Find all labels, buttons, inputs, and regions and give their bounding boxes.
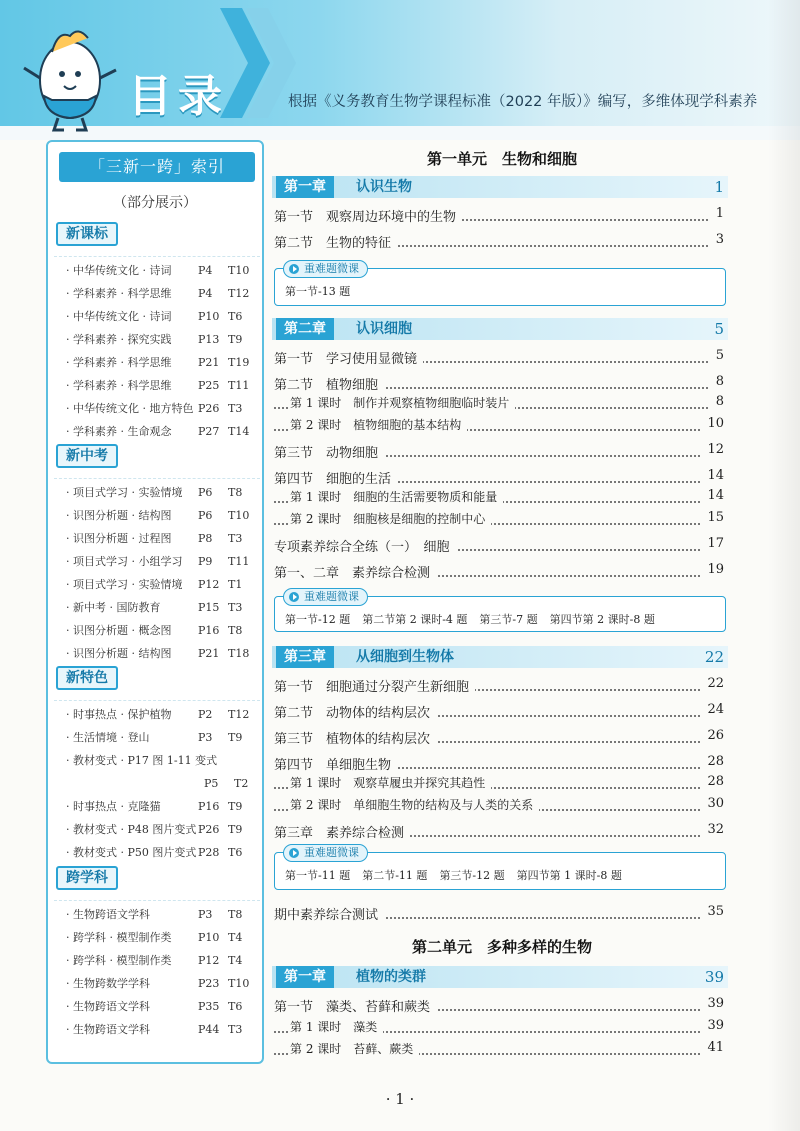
index-question: T8: [228, 486, 243, 499]
toc-row-page: 10: [701, 416, 724, 431]
toc-row-label: 第 1 课时 制作并观察植物细胞临时装片: [290, 394, 515, 411]
chapter-name: 认识细胞: [356, 321, 412, 337]
section-list: [54, 900, 260, 1041]
index-page: P13: [198, 333, 220, 346]
index-topic: · 项目式学习 · 实验情境: [66, 486, 183, 499]
section-tag: 新课标: [56, 222, 118, 246]
index-item: [54, 949, 260, 972]
toc-row-page: 24: [701, 702, 724, 717]
index-question: T10: [228, 977, 250, 990]
index-topic: · 生物跨语文学科: [66, 1000, 150, 1013]
index-page: P15: [198, 601, 220, 614]
index-question: T6: [228, 1000, 243, 1013]
weike-box-3: [274, 846, 726, 890]
index-question: T8: [228, 908, 243, 921]
page-number: · 1 ·: [385, 1090, 415, 1108]
weike-item[interactable]: 第二节第 2 课时-4 题: [362, 613, 468, 626]
weike-items: [285, 283, 362, 299]
index-topic: · 识图分析题 · 结构图: [66, 647, 172, 660]
toc-row-page: 3: [710, 232, 724, 247]
toc-row[interactable]: [272, 774, 728, 794]
index-page: P21: [198, 647, 220, 660]
index-item: [54, 619, 260, 642]
index-item: [54, 772, 260, 795]
index-topic: · 教材变式 · P48 图片变式: [66, 823, 197, 836]
sidebar-section-xinkebiao: [54, 222, 260, 443]
weike-item[interactable]: 第四节第 1 课时-8 题: [516, 869, 622, 882]
chapter-label: 第一章: [276, 176, 334, 198]
index-item: [54, 926, 260, 949]
index-item: [54, 703, 260, 726]
toc-row-page: 19: [701, 562, 724, 577]
weike-item[interactable]: 第一节-12 题: [285, 613, 351, 626]
toc-row[interactable]: [272, 702, 728, 722]
index-page: P28: [198, 846, 220, 859]
index-page: P2: [198, 708, 213, 721]
chapter-page: 5: [714, 320, 724, 338]
chapter-1-bar[interactable]: [272, 176, 728, 198]
index-topic: · 教材变式 · P17 图 1-11 变式: [66, 754, 218, 767]
index-page: P4: [198, 287, 213, 300]
index-item: [54, 259, 260, 282]
index-item: [54, 818, 260, 841]
toc-row-page: 39: [701, 996, 724, 1011]
index-topic: · 学科素养 · 生命观念: [66, 425, 172, 438]
index-item: [54, 481, 260, 504]
index-page: P27: [198, 425, 220, 438]
index-question: T2: [234, 777, 249, 790]
toc-row-page: 15: [701, 510, 724, 525]
toc-row[interactable]: [272, 796, 728, 816]
toc-row-page: 41: [701, 1040, 724, 1055]
weike-item[interactable]: 第一节-11 题: [285, 869, 351, 882]
toc-row[interactable]: [272, 996, 728, 1016]
index-page: P5: [204, 777, 219, 790]
weike-items: [285, 611, 667, 627]
play-icon: 重难题微课: [283, 588, 368, 606]
index-item: [54, 841, 260, 864]
index-topic: · 学科素养 · 科学思维: [66, 379, 172, 392]
index-topic: · 学科素养 · 科学思维: [66, 356, 172, 369]
index-topic: · 识图分析题 · 过程图: [66, 532, 172, 545]
chapter-label: 第三章: [276, 646, 334, 668]
toc-row[interactable]: [272, 232, 728, 252]
index-question: T4: [228, 954, 243, 967]
index-topic: · 教材变式 · P50 图片变式: [66, 846, 197, 859]
index-question: T12: [228, 287, 250, 300]
toc-row-label: 第二节 生物的特征: [274, 232, 397, 251]
chapter-name: 植物的类群: [356, 969, 426, 985]
toc-row[interactable]: [272, 1018, 728, 1038]
toc-row-label: 第 2 课时 苔藓、蕨类: [290, 1040, 419, 1057]
index-page: P3: [198, 731, 213, 744]
chapter-3-bar[interactable]: [272, 646, 728, 668]
index-topic: · 中华传统文化 · 诗词: [66, 310, 172, 323]
weike-box-1: [274, 262, 726, 306]
toc-row-page: 14: [701, 488, 724, 503]
toc-row-midterm[interactable]: 期中素养综合测试 35: [274, 904, 724, 923]
sidebar-section-kuaxueke: [54, 866, 260, 1041]
toc-row[interactable]: [272, 822, 728, 842]
index-item: [54, 795, 260, 818]
index-item: [54, 995, 260, 1018]
index-topic: · 项目式学习 · 实验情境: [66, 578, 183, 591]
index-page: P26: [198, 402, 220, 415]
index-page: P25: [198, 379, 220, 392]
index-topic: · 生物跨语文学科: [66, 908, 150, 921]
index-page: P16: [198, 800, 220, 813]
index-page: P44: [198, 1023, 220, 1036]
index-page: P8: [198, 532, 213, 545]
index-item: [54, 749, 260, 772]
index-page: P26: [198, 823, 220, 836]
index-question: T6: [228, 846, 243, 859]
toc-row-label: 第一节 学习使用显微镜: [274, 348, 423, 367]
index-item: [54, 1018, 260, 1041]
index-page: P10: [198, 931, 220, 944]
toc-row-page: 14: [701, 468, 724, 483]
index-page: P3: [198, 908, 213, 921]
index-question: T11: [228, 379, 250, 392]
index-question: T11: [228, 555, 250, 568]
toc-row-page: 1: [710, 206, 724, 221]
egg-mascot-icon: [18, 22, 122, 134]
unit-2-title: 第二单元 多种多样的生物: [411, 938, 592, 956]
toc-row-label: 第一节 藻类、苔藓和蕨类: [274, 996, 436, 1015]
chapter-name: 认识生物: [356, 179, 412, 195]
toc-row-label: 第二节 动物体的结构层次: [274, 702, 436, 721]
index-question: T3: [228, 601, 243, 614]
index-question: T12: [228, 708, 250, 721]
toc-row-label: 第一节 观察周边环境中的生物: [274, 206, 462, 225]
toc-row-label: 第 1 课时 藻类: [290, 1018, 383, 1035]
toc-row-label: 第 2 课时 细胞核是细胞的控制中心: [290, 510, 491, 527]
toc-row-page: 8: [710, 394, 724, 409]
weike-box-2: [274, 590, 726, 632]
index-item: [54, 550, 260, 573]
index-question: T14: [228, 425, 250, 438]
index-item: [54, 527, 260, 550]
index-question: T9: [228, 800, 243, 813]
toc-row-label: 第四节 细胞的生活: [274, 468, 397, 487]
index-topic: · 识图分析题 · 概念图: [66, 624, 172, 637]
sidebar-section-xintese: [54, 666, 260, 864]
toc-row-page: 32: [701, 822, 724, 837]
weike-item[interactable]: 第四节第 2 课时-8 题: [549, 613, 655, 626]
index-topic: · 时事热点 · 克隆猫: [66, 800, 161, 813]
index-topic: · 学科素养 · 科学思维: [66, 287, 172, 300]
toc-row-label: 第三章 素养综合检测: [274, 822, 410, 841]
toc-row-page: 28: [701, 774, 724, 789]
index-sidebar: [46, 140, 264, 1064]
index-question: T3: [228, 532, 243, 545]
index-page: P35: [198, 1000, 220, 1013]
toc-row[interactable]: [272, 728, 728, 748]
index-question: T9: [228, 823, 243, 836]
toc-row-label: 第 1 课时 细胞的生活需要物质和能量: [290, 488, 503, 505]
toc-row[interactable]: [272, 442, 728, 462]
toc-row-page: 5: [710, 348, 724, 363]
toc-row[interactable]: [272, 206, 728, 226]
toc-row[interactable]: [272, 562, 728, 582]
index-item: [54, 726, 260, 749]
toc-row[interactable]: [272, 1040, 728, 1060]
index-item: [54, 642, 260, 665]
index-page: P21: [198, 356, 220, 369]
index-item: [54, 328, 260, 351]
index-item: [54, 903, 260, 926]
index-item: [54, 573, 260, 596]
unit2-chapter-1-bar[interactable]: [272, 966, 728, 988]
toc-row[interactable]: [272, 488, 728, 508]
index-question: T10: [228, 509, 250, 522]
index-topic: · 项目式学习 · 小组学习: [66, 555, 183, 568]
chapter-page: 22: [704, 648, 724, 666]
section-tag: 跨学科: [56, 866, 118, 890]
toc-row[interactable]: [272, 374, 728, 394]
index-topic: · 新中考 · 国防教育: [66, 601, 161, 614]
index-question: T10: [228, 264, 250, 277]
index-item: [54, 972, 260, 995]
index-topic: · 中华传统文化 · 诗词: [66, 264, 172, 277]
toc-row-label: 专项素养综合全练（一） 细胞: [274, 536, 456, 555]
chapter-label: 第一章: [276, 966, 334, 988]
index-page: P12: [198, 954, 220, 967]
toc-row-label: 第 2 课时 植物细胞的基本结构: [290, 416, 467, 433]
page-subtitle: 根据《义务教育生物学课程标准（2022 年版）》编写，多维体现学科素养: [288, 94, 758, 110]
index-item: [54, 596, 260, 619]
section-tag: 新中考: [56, 444, 118, 468]
section-list: [54, 700, 260, 864]
index-page: P4: [198, 264, 213, 277]
weike-item[interactable]: 第二节-11 题: [362, 869, 428, 882]
toc-row-page: 30: [701, 796, 724, 811]
weike-items: [285, 867, 634, 883]
index-topic: · 跨学科 · 模型制作类: [66, 954, 172, 967]
sidebar-subtitle: （部分展示）: [113, 195, 197, 211]
index-page: P6: [198, 486, 213, 499]
index-question: T6: [228, 310, 243, 323]
index-topic: · 跨学科 · 模型制作类: [66, 931, 172, 944]
section-list: [54, 256, 260, 443]
toc-row-label: 第二节 植物细胞: [274, 374, 384, 393]
chapter-2-bar[interactable]: [272, 318, 728, 340]
index-page: P6: [198, 509, 213, 522]
toc-row[interactable]: [272, 468, 728, 488]
section-list: [54, 478, 260, 665]
toc-row[interactable]: [272, 348, 728, 368]
toc-row-label: 第 1 课时 观察草履虫并探究其趋性: [290, 774, 491, 791]
toc-row[interactable]: [272, 416, 728, 436]
index-question: T19: [228, 356, 250, 369]
toc-row-page: 8: [710, 374, 724, 389]
chapter-page: 39: [704, 968, 724, 986]
toc-row-label: 第 2 课时 单细胞生物的结构及与人类的关系: [290, 796, 539, 813]
index-topic: · 生物跨数学学科: [66, 977, 150, 990]
toc-row-label: 第三节 动物细胞: [274, 442, 384, 461]
toc-row[interactable]: [272, 676, 728, 696]
toc-row[interactable]: [272, 510, 728, 530]
sidebar-section-xinzhongkao: [54, 444, 260, 665]
toc-row[interactable]: [272, 394, 728, 414]
index-page: P16: [198, 624, 220, 637]
chapter-name: 从细胞到生物体: [356, 649, 454, 665]
index-page: P10: [198, 310, 220, 323]
toc-row-page: 17: [701, 536, 724, 551]
index-topic: · 学科素养 · 探究实践: [66, 333, 172, 346]
chapter-page: 1: [714, 178, 724, 196]
index-item: [54, 282, 260, 305]
index-topic: · 中华传统文化 · 地方特色: [66, 402, 194, 415]
toc-row-page: 28: [701, 754, 724, 769]
weike-item[interactable]: 第一节-13 题: [285, 285, 351, 298]
toc-row-page: 39: [701, 1018, 724, 1033]
weike-item[interactable]: 第三节-12 题: [439, 869, 505, 882]
toc-row[interactable]: [272, 754, 728, 774]
page-title: 目录: [128, 71, 228, 122]
toc-row-label: 第四节 单细胞生物: [274, 754, 397, 773]
index-topic: · 识图分析题 · 结构图: [66, 509, 172, 522]
sidebar-title: 「三新一跨」索引: [59, 152, 255, 182]
index-question: T9: [228, 333, 243, 346]
chapter-label: 第二章: [276, 318, 334, 340]
index-item: [54, 374, 260, 397]
toc-row-page: 12: [701, 442, 724, 457]
toc-row-label: 第三节 植物体的结构层次: [274, 728, 436, 747]
index-topic: · 生物跨语文学科: [66, 1023, 150, 1036]
toc-row-label: 第一节 细胞通过分裂产生新细胞: [274, 676, 475, 695]
toc-row[interactable]: [272, 536, 728, 556]
index-item: [54, 504, 260, 527]
index-page: P23: [198, 977, 220, 990]
index-page: P12: [198, 578, 220, 591]
toc-row-page: 22: [701, 676, 724, 691]
index-question: T9: [228, 731, 243, 744]
play-icon: 重难题微课: [283, 844, 368, 862]
weike-item[interactable]: 第三节-7 题: [479, 613, 538, 626]
section-tag: 新特色: [56, 666, 118, 690]
toc-row-label: 第一、二章 素养综合检测: [274, 562, 436, 581]
page-edge-shadow: [768, 0, 800, 1131]
toc-row-page: 26: [701, 728, 724, 743]
index-question: T4: [228, 931, 243, 944]
index-topic: · 时事热点 · 保护植物: [66, 708, 172, 721]
index-question: T3: [228, 1023, 243, 1036]
unit-1-title: 第一单元 生物和细胞: [426, 150, 577, 168]
index-topic: · 生活情境 · 登山: [66, 731, 150, 744]
index-item: [54, 397, 260, 420]
index-page: P9: [198, 555, 213, 568]
index-item: [54, 305, 260, 328]
play-icon: 重难题微课: [283, 260, 368, 278]
index-item: [54, 420, 260, 443]
index-question: T3: [228, 402, 243, 415]
index-question: T18: [228, 647, 250, 660]
index-question: T8: [228, 624, 243, 637]
index-item: [54, 351, 260, 374]
index-question: T1: [228, 578, 243, 591]
